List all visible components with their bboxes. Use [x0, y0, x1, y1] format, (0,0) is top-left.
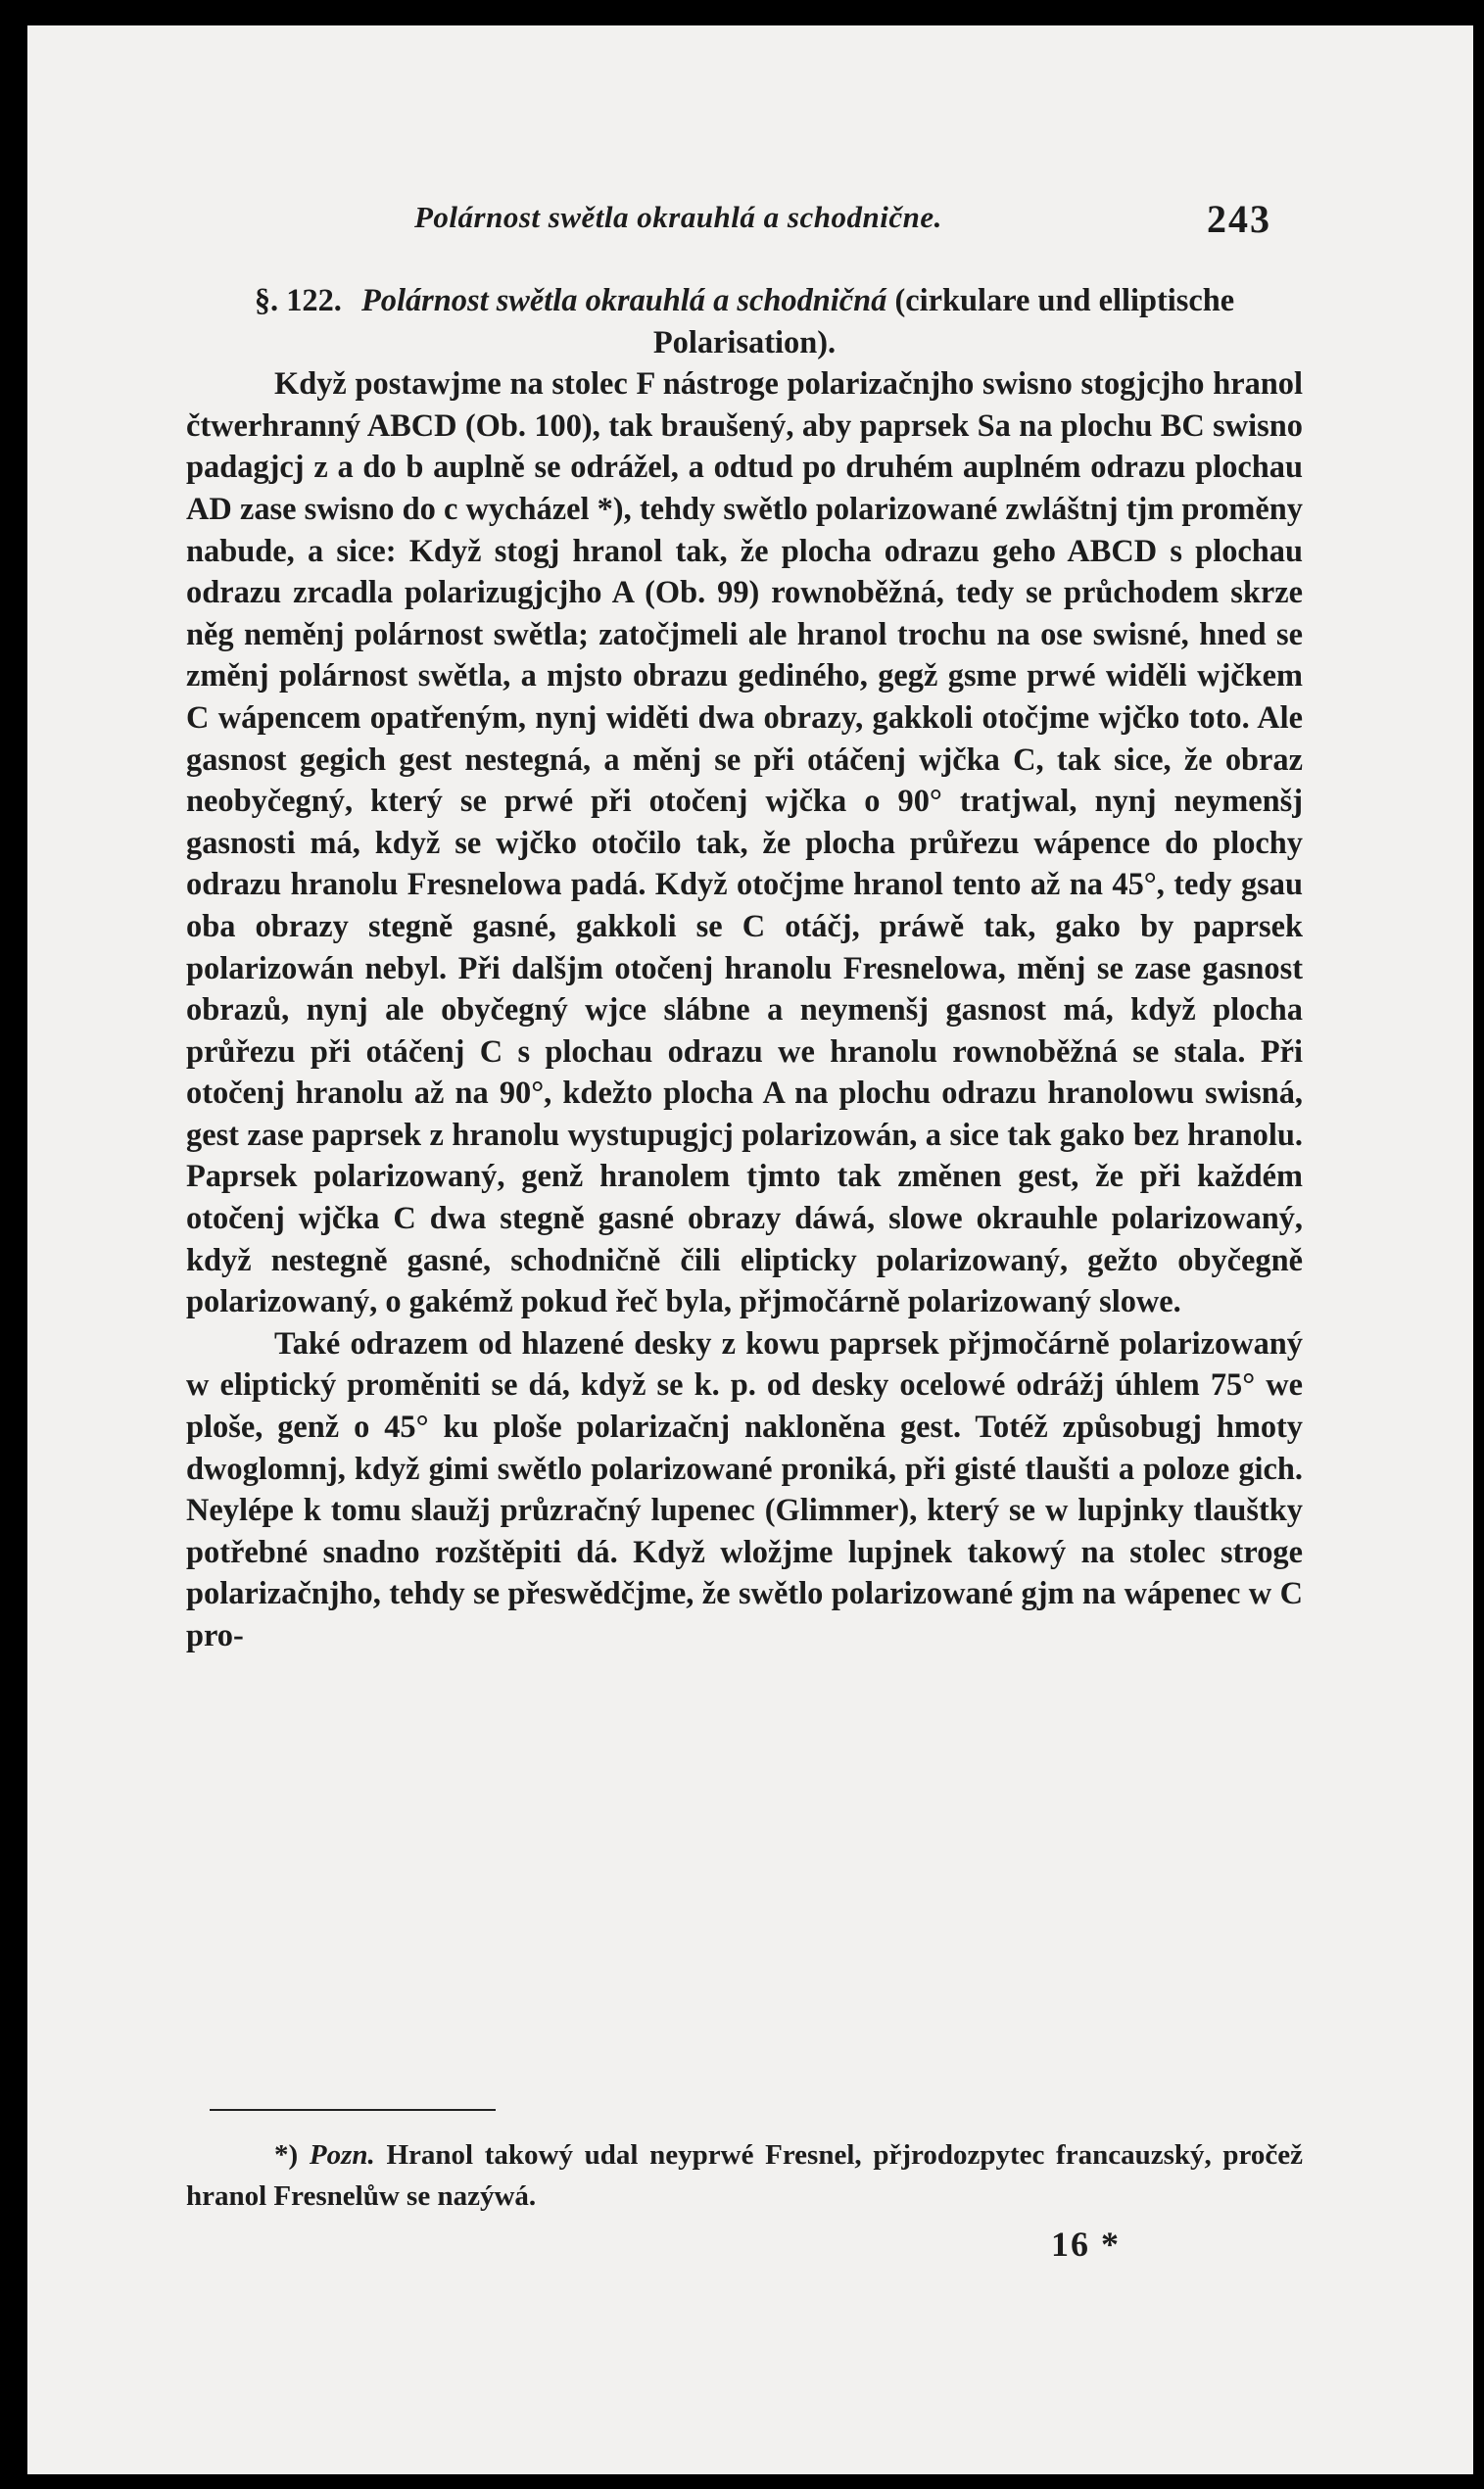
paragraph-1: Když postawjme na stolec F nástroge polarizačnjho swisno stogjcjho hranol čtwerhranný ABCD (Ob. 100), tak braušený, aby paprsek Sa na plochu BC swisno padagjcj z a do b auplně se odrážel, a odtud po druhém auplném odrazu plochau AD zase swisno do c wycházel *), tehdy swětlo polarizowané zwláštnj tjm proměny nabude, a sice: Když stogj hranol tak, že plocha odrazu geho ABCD s plochau odrazu zrcadla polarizugjcjho A (Ob. 99) rownoběžná, tedy se průchodem skrze něg neměnj polárnost swětla; zatočjmeli ale hranol trochu na ose swisné, hned se změnj polárnost swětla, a mjsto obrazu gediného, gegž gsme prwé widěli wjčkem C wápencem opatřeným, nynj widěti dwa obrazy, gakkoli otočjme wjčko toto. Ale gasnost gegich gest nestegná, a měnj se při otáčenj wjčka C, tak sice, že obraz neobyčegný, který se prwé při otočenj wjčka o 90° tratjwal, nynj neymenšj gasnosti má, když se wjčko otočilo tak, že plocha průřezu wápence do plochy odrazu hranolu Fresnelowa padá. Když otočjme hranol tento až na 45°, tedy gsau oba obrazy stegně gasné, gakkoli se C otáčj, práwě tak, gako by paprsek polarizowán nebyl. Při dalšjm otočenj hranolu Fresnelowa, měnj se zase gasnost obrazů, nynj ale obyčegný wjce slábne a neymenšj gasnost má, když plocha průřezu při otáčenj C s plochau odrazu we hranolu rownoběžná se stala. Při otočenj hranolu až na 90°, kdežto plocha A na plochu odrazu hranolowu swisná, gest zase paprsek z hranolu wystupugjcj polarizowán, a sice tak gako bez hranolu. Paprsek polarizowaný, genž hranolem tjmto tak změnen gest, že při každém otočenj wjčka C dwa stegně gasné obrazy dáwá, slowe okrauhle polarizowaný, když nestegně gasné, schodničně čili elipticky polarizowaný, gežto obyčegně polarizowaný, o gakémž pokud řeč byla, přjmočárně polarizowaný slowe. [186, 366, 1303, 1320]
running-title: Polárnost swětla okrauhlá a schodnične. [414, 200, 942, 234]
page-header [27, 197, 1473, 249]
footnote-label: Pozn. [309, 2139, 375, 2171]
body-text [186, 280, 1303, 1657]
footnote-text: Hranol takowý udal neyprwé Fresnel, přjrodozpytec francauzský, pročež hranol Fresnelůw se nazýwá. [186, 2139, 1304, 2212]
section-title: Polárnost swětla okrauhlá a schodničná [361, 283, 887, 318]
footnote-divider [210, 2109, 496, 2111]
section-title-german: (cirkulare und elliptische Polarisation). [652, 283, 1235, 360]
page-number: 243 [1207, 197, 1271, 241]
footnote-marker: *) [274, 2139, 299, 2171]
paragraph-2: Také odrazem od hlazené desky z kowu paprsek přjmočárně polarizowaný w eliptický proměniti se dá, když se k. p. od desky ocelowé odrážj úhlem 75° we ploše, genž o 45° ku ploše polarizačnj nakloněna gest. Totéž způsobugj hmoty dwoglomnj, když gimi swětlo polarizowané proniká, při gisté tlaušti a poloze gich. Neylépe k tomu slaužj průzračný lupenec (Glimmer), který se w lupjnky tlauštky potřebné snadno rozštěpiti dá. Když wložjme lupjnek takowý na stolec stroge polarizačnjho, tehdy se přeswědčjme, že swětlo polarizowané gjm na wápenec w C pro- [186, 1325, 1303, 1653]
section-heading [186, 280, 1303, 363]
book-page [27, 25, 1473, 2474]
footnote [186, 2134, 1303, 2217]
signature-mark: 16 * [1051, 2225, 1121, 2264]
section-number: §. 122. [254, 283, 342, 318]
